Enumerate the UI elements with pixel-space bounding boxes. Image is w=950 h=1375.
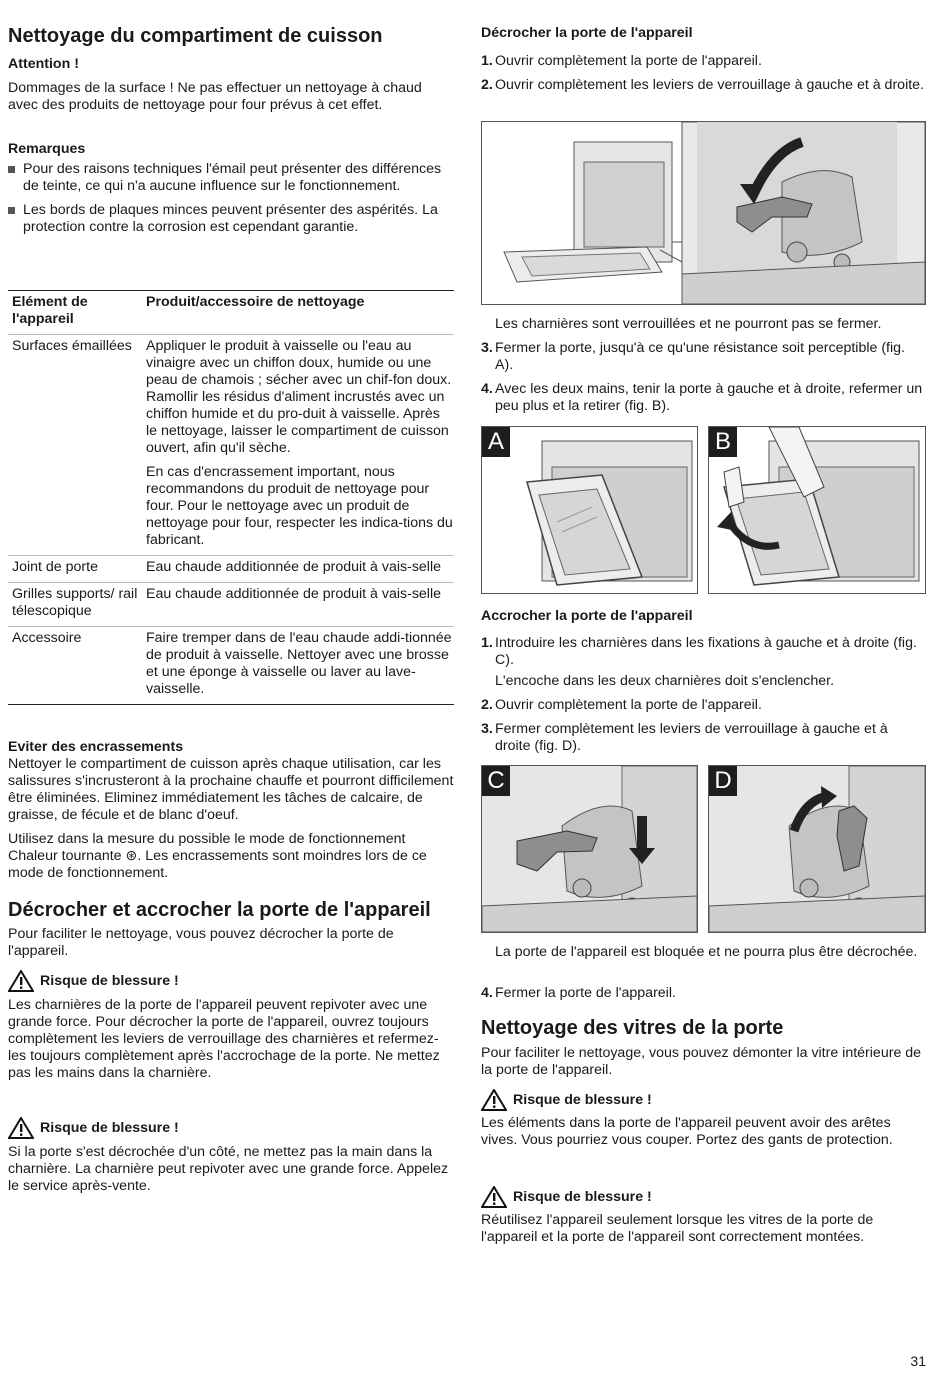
section-title-glass: Nettoyage des vitres de la porte	[481, 1017, 784, 1039]
door-intro: Pour faciliter le nettoyage, vous pouvez décrocher la porte de l'appareil.	[8, 926, 394, 959]
warning-4-heading: Risque de blessure !	[481, 1186, 926, 1208]
unhook-title: Décrocher la porte de l'appareil	[481, 25, 693, 41]
warning-triangle-icon	[8, 1117, 34, 1139]
remarks-list	[8, 161, 454, 243]
figure-label: C	[482, 766, 510, 796]
door-remove-illustration	[709, 427, 925, 593]
warning-triangle-icon	[8, 970, 34, 992]
warning-triangle-icon	[481, 1186, 507, 1208]
avoid-dirt-text-1: Nettoyer le compartiment de cuisson après chaque utilisation, car les salissures s'incrusteront à la prochaine chauffe et pourront difficilement être éliminées. Eliminez immédiatement les tâches de calcaire, de graisse, de fécule et de blanc d'oeuf.	[8, 756, 454, 823]
warning-4-text: Réutilisez l'appareil seulement lorsque les vitres de la porte de l'appareil et la porte de l'appareil sont correctement montées.	[481, 1212, 874, 1245]
list-item: 3. Fermer la porte, jusqu'à ce qu'une résistance soit perceptible (fig. A).	[481, 340, 905, 373]
table-row	[8, 583, 454, 627]
door-locked-note: La porte de l'appareil est bloquée et ne pourra plus être décrochée.	[495, 944, 918, 960]
warning-1-text: Les charnières de la porte de l'appareil peuvent repivoter avec une grande force. Pour décrocher la porte de l'appareil, ouvrez toujours complètement les leviers de verrouillage des charnières et refermez-les toujours complètement après l'accrochage de la porte. Ne mettez pas les mains dans la charnière.	[8, 997, 440, 1081]
unhook-steps-continued	[481, 340, 926, 422]
figure-label: B	[709, 427, 737, 457]
warning-2-heading: Risque de blessure !	[8, 1117, 454, 1139]
hook-step-note: L'encoche dans les deux charnières doit s'enclencher.	[495, 673, 835, 689]
unhook-steps	[481, 53, 926, 101]
table-cell-product: Appliquer le produit à vaisselle ou l'eau au vinaigre avec un chiffon doux, humide ou une peau de chamois ; sécher avec un chif-fon doux. Ramollir les résidus d'aliment incrustés avec un chiffon humide et du pro-duit à vaisselle. Après le nettoyage, laisser le compartiment de cuisson ouvert, afin qu'il sèche. En cas d'encrassement important, nous recommandons du produit de nettoyage pour four. Pour le nettoyage avec un produit de nettoyage pour four, respecter les indica-tions du fabricant.	[142, 335, 454, 556]
warning-3-text: Les éléments dans la porte de l'appareil peuvent avoir des arêtes vives. Vous pourriez vous couper. Portez des gants de protection.	[481, 1115, 893, 1148]
square-bullet-icon	[8, 207, 15, 214]
page-number: 31	[910, 1353, 926, 1369]
hinges-locked-note: Les charnières sont verrouillées et ne pourront pas se fermer.	[495, 316, 882, 332]
warning-1-heading: Risque de blessure !	[8, 970, 454, 992]
figure-label: A	[482, 427, 510, 457]
list-item: 3. Fermer complètement les leviers de verrouillage à gauche et à droite (fig. D).	[481, 721, 888, 754]
figure-d	[708, 765, 926, 933]
list-item: 4. Fermer la porte de l'appareil.	[481, 985, 676, 1001]
table-cell-product: Eau chaude additionnée de produit à vais-selle	[142, 556, 454, 583]
table-cell-product: Eau chaude additionnée de produit à vais-selle	[142, 583, 454, 627]
warning-triangle-icon	[481, 1089, 507, 1111]
lever-close-illustration	[709, 766, 925, 932]
warning-2-text: Si la porte s'est décrochée d'un côté, ne mettez pas la main dans la charnière. La charnière peut repivoter avec une grande force. Appelez le service après-vente.	[8, 1144, 449, 1194]
cleaning-table	[8, 290, 454, 705]
table-header-product: Produit/accessoire de nettoyage	[142, 291, 454, 335]
attention-text: Dommages de la surface ! Ne pas effectuer un nettoyage à chaud avec des produits de nettoyage pour four prévus à cet effet.	[8, 80, 422, 113]
figure-c	[481, 765, 698, 933]
list-item: 2. Ouvrir complètement les leviers de verrouillage à gauche et à droite.	[481, 77, 924, 93]
section-title-door: Décrocher et accrocher la porte de l'appareil	[8, 899, 431, 921]
figure-a	[481, 426, 698, 594]
table-header-element: Elément de l'appareil	[8, 291, 142, 335]
square-bullet-icon	[8, 166, 15, 173]
attention-title: Attention !	[8, 56, 79, 72]
figure-hinge-open	[481, 121, 926, 305]
table-header	[8, 291, 454, 335]
table-row	[8, 627, 454, 705]
list-item: 2. Ouvrir complètement la porte de l'appareil.	[481, 697, 762, 713]
figure-b	[708, 426, 926, 594]
avoid-dirt-title: Eviter des encrassements	[8, 739, 184, 755]
table-cell-element: Accessoire	[8, 627, 142, 705]
avoid-dirt-text-2: Utilisez dans la mesure du possible le mode de fonctionnement Chaleur tournante ⊛. Les encrassements sont moindres lors de ce mode de fonctionnement.	[8, 831, 427, 881]
door-tilt-illustration	[482, 427, 697, 593]
hinge-insert-illustration	[482, 766, 697, 932]
table-cell-element: Grilles supports/ rail télescopique	[8, 583, 142, 627]
hook-title: Accrocher la porte de l'appareil	[481, 608, 693, 624]
oven-hinge-illustration	[482, 122, 925, 304]
figure-label: D	[709, 766, 737, 796]
table-row	[8, 335, 454, 556]
remarks-title: Remarques	[8, 141, 86, 157]
table-cell-element: Surfaces émaillées	[8, 335, 142, 556]
list-item: 1. Ouvrir complètement la porte de l'appareil.	[481, 53, 762, 69]
list-item: 1. Introduire les charnières dans les fixations à gauche et à droite (fig. C). L'encoche dans les deux charnières doit s'enclencher.	[481, 635, 926, 690]
warning-3-heading: Risque de blessure !	[481, 1089, 926, 1111]
hook-steps	[481, 635, 926, 762]
hook-final-step	[481, 985, 926, 1009]
list-item: Les bords de plaques minces peuvent présenter des aspérités. La protection contre la corrosion est cependant garantie.	[8, 202, 454, 236]
table-cell-product: Faire tremper dans de l'eau chaude addi-tionnée de produit à vaisselle. Nettoyer avec une brosse et une éponge à vaisselle ou laver au lave-vaisselle.	[142, 627, 454, 705]
table-cell-element: Joint de porte	[8, 556, 142, 583]
list-item: Pour des raisons techniques l'émail peut présenter des différences de teinte, ce qui n'a aucune influence sur le fonctionnement.	[8, 161, 454, 195]
section-title-oven-cleaning: Nettoyage du compartiment de cuisson	[8, 25, 383, 47]
glass-intro: Pour faciliter le nettoyage, vous pouvez démonter la vitre intérieure de la porte de l'appareil.	[481, 1045, 922, 1078]
list-item: 4. Avec les deux mains, tenir la porte à gauche et à droite, refermer un peu plus et la retirer (fig. B).	[481, 381, 923, 414]
table-row	[8, 556, 454, 583]
